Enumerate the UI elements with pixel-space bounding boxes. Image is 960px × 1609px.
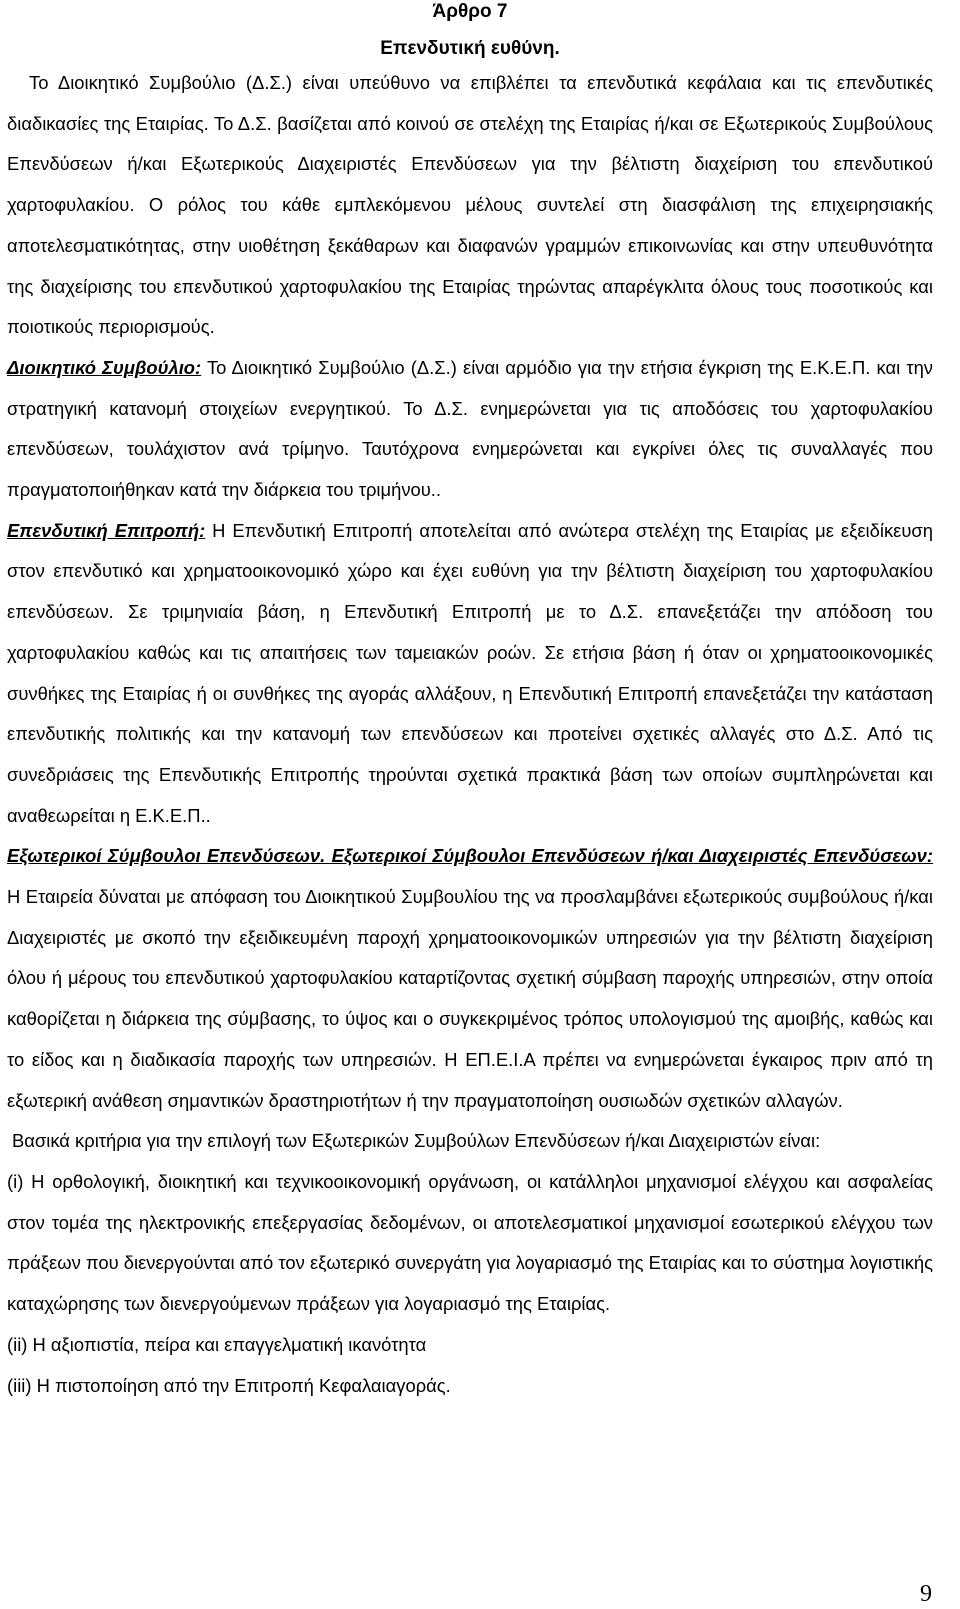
external-text: Η Εταιρεία δύναται με απόφαση του Διοικητικού Συμβουλίου της να προσλαμβάνει εξωτερικούς συμβούλους ή/και Διαχειριστές με σκοπό την εξειδικευμένη παροχή χρηματοοικονομικών υπηρεσιών για την βέλτιστη διαχείριση όλου ή μέρους του επενδυτικού χαρτοφυλακίου καταρτίζοντας σχετική σύμβαση παροχής υπηρεσιών, στην οποία καθορίζεται η διάρκεια της σύμβασης, το ύψος και ο συγκεκριμένος τρόπος υπολογισμού της αμοιβής, καθώς και το είδος και η διαδικασία παροχής των υπηρεσιών. Η ΕΠ.Ε.Ι.Α πρέπει να ενημερώνεται έγκαιρος πριν από τη εξωτερική ανάθεση σημαντικών δραστηριοτήτων ή την πραγματοποίηση ουσιωδών σχετικών αλλαγών. bbox=[7, 886, 933, 1111]
board-text: Το Διοικητικό Συμβούλιο (Δ.Σ.) είναι αρμόδιο για την ετήσια έγκριση της Ε.Κ.Ε.Π. και την στρατηγική κατανομή στοιχείων ενεργητικού. Το Δ.Σ. ενημερώνεται για τις αποδόσεις του χαρτοφυλακίου επενδύσεων, τουλάχιστον ανά τρίμηνο. Ταυτόχρονα ενημερώνεται και εγκρίνει όλες τις συναλλαγές που πραγματοποιήθηκαν κατά την διάρκεια του τριμήνου.. bbox=[7, 356, 934, 501]
intro-paragraph: Το Διοικητικό Συμβούλιο (Δ.Σ.) είναι υπεύθυνο να επιβλέπει τα επενδυτικά κεφάλαια και τις επενδυτικές διαδικασίες της Εταιρίας. Το Δ.Σ. βασίζεται από κοινού σε στελέχη της Εταιρίας ή/και σε Εξωτερικούς Συμβούλους Επενδύσεων ή/και Εξωτερικούς Διαχειριστές Επενδύσεων για την βέλτιστη διαχείριση του επενδυτικού χαρτοφυλακίου. Ο ρόλος του κάθε εμπλεκόμενου μέλους συντελεί στη διασφάλιση της επιχειρησιακής αποτελεσματικότητας, στην υιοθέτηση ξεκάθαρων και διαφανών γραμμών επικοινωνίας και στην υπευθυνότητα της διαχείρισης του επενδυτικού χαρτοφυλακίου της Εταιρίας τηρώντας απαρέγκλιτα όλους τους ποσοτικούς και ποιοτικούς περιορισμούς. bbox=[7, 72, 933, 338]
board-label: Διοικητικό Συμβούλιο: bbox=[7, 356, 202, 378]
criterion-2: (ii) Η αξιοπιστία, πείρα και επαγγελματική ικανότητα bbox=[7, 1333, 427, 1355]
external-paragraph bbox=[7, 836, 933, 1121]
page-number: 9 bbox=[920, 1581, 932, 1607]
criteria-intro: Βασικά κριτήρια για την επιλογή των Εξωτερικών Συμβούλων Επενδύσεων ή/και Διαχειριστών είναι: bbox=[12, 1130, 821, 1152]
document-page bbox=[7, 0, 933, 1406]
criterion-1: (i) Η ορθολογική, διοικητική και τεχνικοοικονομική οργάνωση, οι κατάλληλοι μηχανισμοί ελέγχου και ασφαλείας στον τομέα της ηλεκτρονικής επεξεργασίας δεδομένων, οι αποτελεσματικοί μηχανισμοί εσωτερικού ελέγχου των πράξεων που διενεργούνται από τον εξωτερικό συνεργάτη για λογαριασμό της Εταιρίας και το σύστημα λογιστικής καταχώρησης των διενεργούμενων πράξεων για λογαριασμό της Εταιρίας. bbox=[7, 1170, 933, 1315]
article-title: Επενδυτική ευθύνη. bbox=[380, 38, 560, 59]
committee-paragraph bbox=[7, 511, 933, 837]
committee-text: Η Επενδυτική Επιτροπή αποτελείται από ανώτερα στελέχη της Εταιρίας με εξειδίκευση στον επενδυτικό και χρηματοοικονομικό χώρο και έχει ευθύνη για την βέλτιστη διαχείριση του χαρτοφυλακίου επενδύσεων. Σε τριμηνιαία βάση, η Επενδυτική Επιτροπή με το Δ.Σ. επανεξετάζει την απόδοση του χαρτοφυλακίου καθώς και τις απαιτήσεις των ταμειακών ροών. Σε ετήσια βάση ή όταν οι χρηματοοικονομικές συνθήκες της Εταιρίας ή οι συνθήκες της αγοράς αλλάξουν, η Επενδυτική Επιτροπή επανεξετάζει την κατάσταση επενδυτικής πολιτικής και την κατανομή των επενδύσεων και προτείνει σχετικές αλλαγές στο Δ.Σ. Από τις συνεδριάσεις της Επενδυτικής Επιτροπής τηρούνται σχετικά πρακτικά βάση των οποίων συμπληρώνεται και αναθεωρείται η Ε.Κ.Ε.Π.. bbox=[7, 519, 933, 826]
external-label-2: Εξωτερικοί Σύμβουλοι Επενδύσεων ή/και Διαχειριστές Επενδύσεων: bbox=[325, 845, 933, 867]
external-label: Εξωτερικοί Σύμβουλοι Επενδύσεων. bbox=[7, 845, 326, 867]
committee-label: Επενδυτική Επιτροπή: bbox=[7, 519, 206, 541]
criterion-3: (iii) Η πιστοποίηση από την Επιτροπή Κεφαλαιαγοράς. bbox=[7, 1374, 451, 1396]
article-number: Άρθρο 7 bbox=[432, 1, 508, 22]
board-paragraph bbox=[7, 348, 933, 511]
